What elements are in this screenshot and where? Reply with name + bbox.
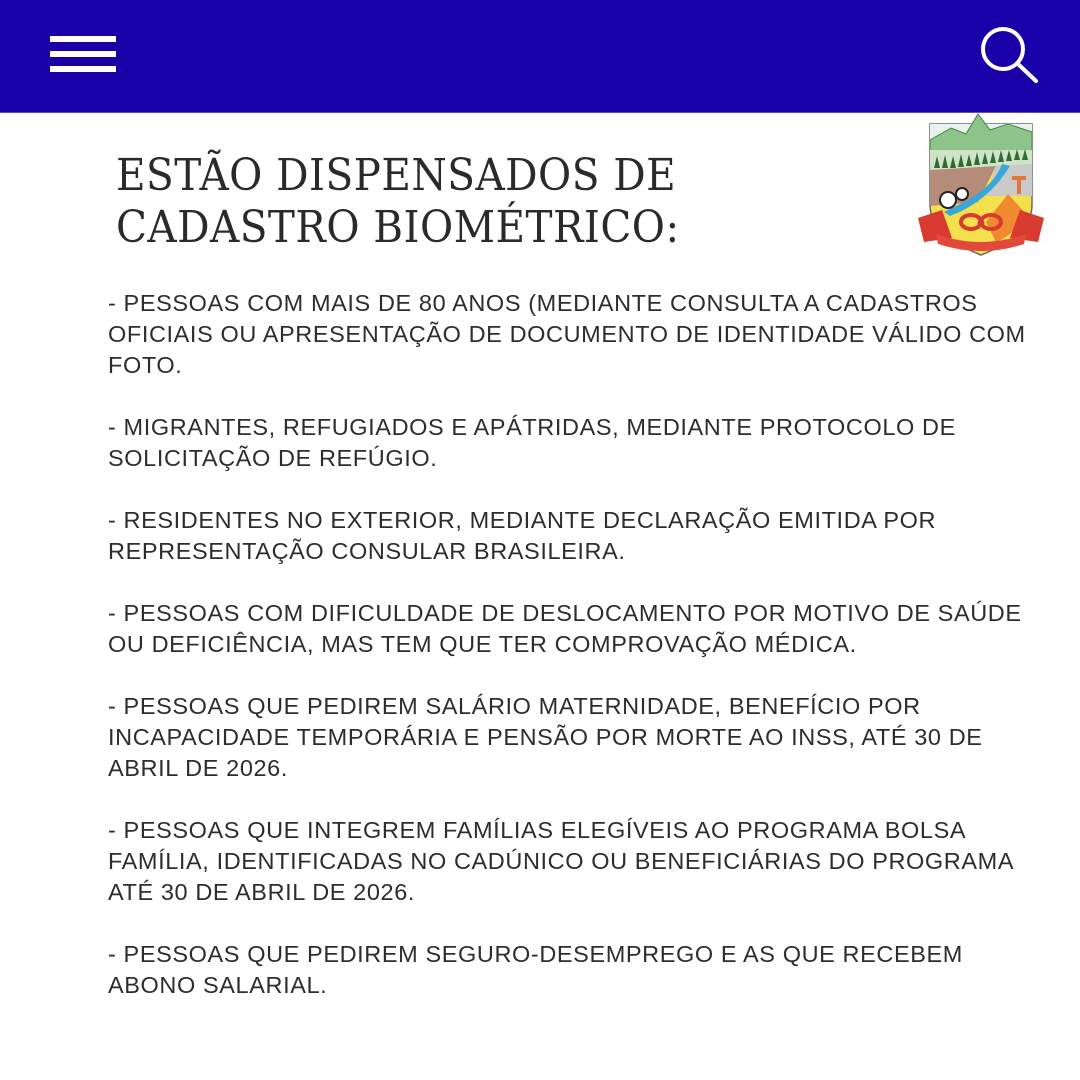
menu-button[interactable]	[48, 34, 118, 74]
page-title	[116, 150, 705, 254]
search-button[interactable]	[978, 24, 1042, 86]
menu-icon-bar	[50, 51, 116, 57]
exemption-list	[108, 288, 1048, 1032]
list-item: - PESSOAS COM DIFICULDADE DE DESLOCAMENTO POR MOTIVO DE SAÚDE OU DEFICIÊNCIA, MAS TEM QUE TER COMPROVAÇÃO MÉDICA.	[108, 600, 1022, 657]
menu-icon-bar	[50, 66, 116, 72]
list-item: - PESSOAS QUE PEDIREM SALÁRIO MATERNIDADE, BENEFÍCIO POR INCAPACIDADE TEMPORÁRIA E PENSÃO POR MORTE AO INSS, ATÉ 30 DE ABRIL DE 2026.	[108, 693, 983, 781]
list-item: - MIGRANTES, REFUGIADOS E APÁTRIDAS, MEDIANTE PROTOCOLO DE SOLICITAÇÃO DE REFÚGIO.	[108, 414, 956, 471]
search-icon	[978, 24, 1042, 86]
list-item: - PESSOAS QUE PEDIREM SEGURO-DESEMPREGO E AS QUE RECEBEM ABONO SALARIAL.	[108, 941, 963, 998]
title-line-2: CADASTRO BIOMÉTRICO:	[116, 202, 680, 253]
list-item: - RESIDENTES NO EXTERIOR, MEDIANTE DECLARAÇÃO EMITIDA POR REPRESENTAÇÃO CONSULAR BRASILEIRA.	[108, 507, 937, 564]
list-item: - PESSOAS COM MAIS DE 80 ANOS (MEDIANTE CONSULTA A CADASTROS OFICIAIS OU APRESENTAÇÃO DE DOCUMENTO DE IDENTIDADE VÁLIDO COM FOTO.	[108, 290, 1026, 378]
top-navigation-bar	[0, 0, 1080, 113]
coat-of-arms-icon	[916, 110, 1046, 260]
title-line-1: ESTÃO DISPENSADOS DE	[116, 150, 677, 201]
municipal-coat-of-arms	[916, 110, 1046, 260]
list-item: - PESSOAS QUE INTEGREM FAMÍLIAS ELEGÍVEIS AO PROGRAMA BOLSA FAMÍLIA, IDENTIFICADAS NO CADÚNICO OU BENEFICIÁRIAS DO PROGRAMA ATÉ 30 DE ABRIL DE 2026.	[108, 817, 1013, 905]
menu-icon-bar	[50, 36, 116, 42]
